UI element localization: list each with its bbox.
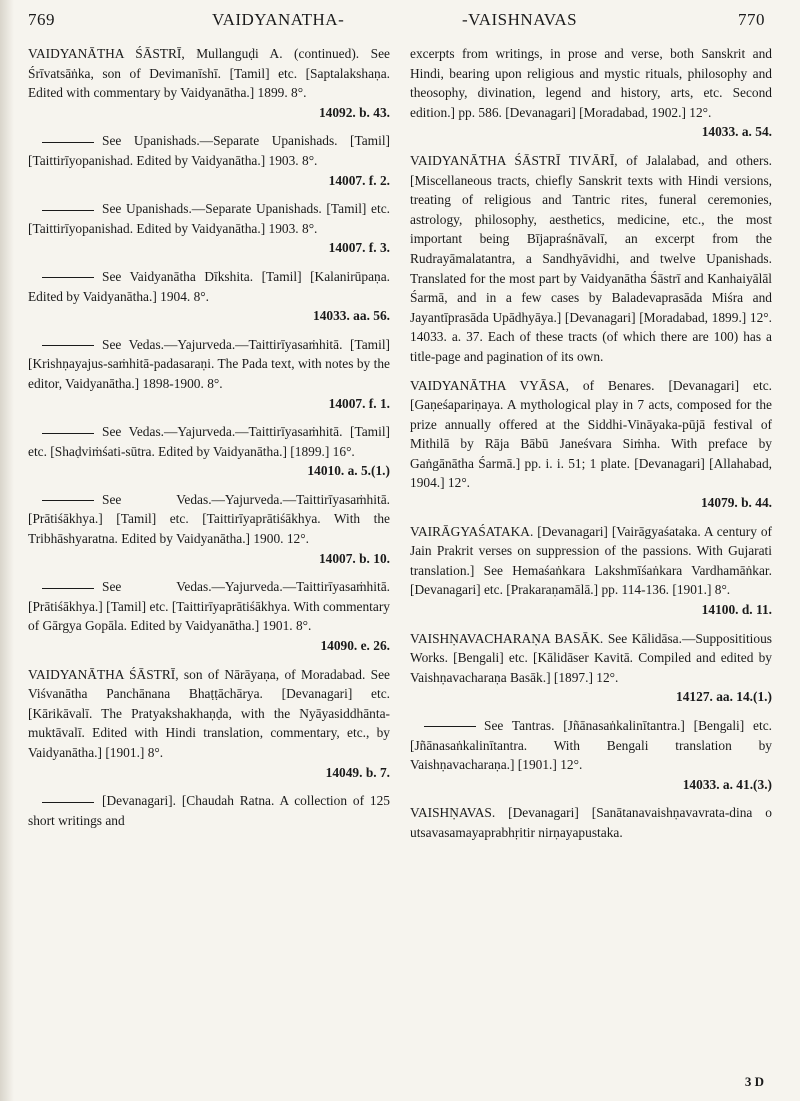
- catalogue-entry: [410, 803, 772, 842]
- catalogue-entry: [410, 151, 772, 367]
- left-column: [28, 44, 390, 839]
- ditto-rule: [42, 802, 94, 803]
- catalogue-entry: [410, 522, 772, 620]
- catalogue-entry: [28, 267, 390, 326]
- entry-text: [Devanagari]. [Chaudah Ratna. A collection of 125 short writings and: [28, 793, 390, 828]
- entry-text: See Upanishads.—Separate Upanishads. [Tamil] etc. [Taittirīyopanishad. Edited by Vaidyanātha.] 1903. 8°.: [28, 201, 390, 236]
- shelfmark: 14007. b. 10.: [318, 550, 390, 566]
- right-running-title: -VAISHNAVAS: [462, 10, 578, 29]
- entry-text: See Upanishads.—Separate Upanishads. [Tamil] [Taittirīyopanishad. Edited by Vaidyanātha.] 1903. 8°.: [28, 133, 390, 168]
- catalogue-entry: [410, 716, 772, 794]
- entry-text: See Vedas.—Yajurveda.—Taittirīyasaṁhitā. [Prātiśākhya.] [Tamil] etc. [Taittirīyaprātiśākhya. With the Tribhāshyaratna. Edited by Vaidyanātha.] 1900. 12°.: [28, 491, 390, 547]
- ditto-rule: [42, 500, 94, 501]
- catalogue-entry: [28, 791, 390, 830]
- left-page-number: 769: [28, 10, 55, 29]
- right-page-number: 770: [738, 10, 765, 29]
- entry-text: See Vaidyanātha Dīkshita. [Tamil] [Kalanirūpaṇa. Edited by Vaidyanātha.] 1904. 8°.: [28, 268, 390, 304]
- entry-text: VAIDYANĀTHA ŚĀSTRĪ, son of Nārāyaṇa, of Moradabad. See Viśvanātha Panchānana Bhaṭṭāchārya. [Devanagari] etc. [Kārikāvalī. The Pratyakshakhaṇḍa, with the Nyāyasiddhānta-muktāvalī. Edited with Hindi translation, commentary, etc., by Vaidyanātha.] [1901.] 8°.: [28, 666, 390, 760]
- catalogue-entry: [410, 629, 772, 707]
- catalogue-entry: [410, 376, 772, 513]
- ditto-rule: [42, 142, 94, 143]
- catalogue-entry: [28, 131, 390, 190]
- shelfmark: 14033. a. 54.: [701, 124, 772, 140]
- left-running-title: VAIDYANATHA-: [212, 10, 345, 29]
- shelfmark: 14100. d. 11.: [701, 602, 772, 618]
- shelfmark: 14007. f. 3.: [328, 240, 390, 256]
- catalogue-entry: [28, 665, 390, 783]
- ditto-rule: [42, 588, 94, 589]
- entry-text: See Vedas.—Yajurveda.—Taittirīyasaṁhitā. [Tamil] [Krishṇayajus-saṁhitā-padasaraṇi. The Pada text, with notes by the editor, Vaidyanātha.] 1898-1900. 8°.: [28, 336, 390, 391]
- shelfmark: 14007. f. 1.: [328, 395, 390, 411]
- entry-text: VAIDYANĀTHA ŚĀSTRĪ TIVĀRĪ, of Jalalabad, and others. [Miscellaneous tracts, chiefly Sanskrit texts with Hindi versions, treating of religious and Tantric rites, funeral ceremonies, astrology, philosophy, aesthetics, medicine, etc., the most important being Bījapraśnāvalī, an excerpt from the Rudrayāmalatantra, a Sandhyāvidhi, and twelve Upanishads. Translated for the most part by Vaidyanātha Śāstrī and Kanhaiyālāl Śarmā, and in a few cases by Baladevaprasāda Miśra and Jayantīprasāda Upādhyāya.] [Devanagari] [Moradabad, 1899.] 12°. 14033. a. 37. Each of these tracts (of which there are 100) has a title-page and pagination of its own.: [410, 152, 772, 364]
- entry-text: VAIRĀGYAŚATAKA. [Devanagari] [Vairāgyaśataka. A century of Jain Prakrit verses on suppression of the passions. With Gujarati translation.] See Hemaśaṅkara Lakshmīśaṅkara Vardhamāṅkar. [Devanagari] etc. [Prakaraṇamālā.] pp. 114-136. [1901.] 8°.: [410, 523, 772, 598]
- ditto-rule: [42, 210, 94, 211]
- entry-text: VAISHṆAVAS. [Devanagari] [Sanātanavaishṇavavrata-dina o utsavasamayaprabhṛitir nirṇayapustaka.: [410, 805, 772, 840]
- running-header: [0, 10, 800, 36]
- entry-text: VAIDYANĀTHA ŚĀSTRĪ, Mullanguḍi A. (continued). See Śrīvatsāṅka, son of Devimanīshī. [Tamil] etc. [Saptalakshaṇa. Edited with commentary by Vaidyanātha.] 1899. 8°.: [28, 46, 390, 101]
- catalogue-entry: [28, 490, 390, 568]
- ditto-rule: [42, 277, 94, 278]
- shelfmark: 14092. b. 43.: [318, 104, 390, 120]
- entry-text: excerpts from writings, in prose and verse, both Sanskrit and Hindi, bearing upon religious and mystic rituals, philosophy and theosophy, divination, legend and history, arts, etc. Second edition.] pp. 586. [Devanagari] [Moradabad, 1902.] 12°.: [410, 46, 772, 120]
- catalogue-entry: [28, 422, 390, 481]
- shelfmark: 14033. a. 41.(3.): [682, 776, 772, 792]
- shelfmark: 14007. f. 2.: [328, 172, 390, 188]
- shelfmark: 14079. b. 44.: [700, 495, 772, 511]
- ditto-rule: [424, 726, 476, 727]
- page-binding-edge: [0, 0, 14, 1101]
- shelfmark: 14010. a. 5.(1.): [307, 463, 390, 479]
- signature-mark: 3 D: [744, 1074, 764, 1089]
- entry-text: See Tantras. [Jñānasaṅkalinītantra.] [Bengali] etc. [Jñānasaṅkalinītantra. With Bengali translation by Vaishṇavacharaṇa.] [1901.] 12°.: [410, 718, 772, 773]
- right-column: [410, 44, 772, 852]
- shelfmark: 14090. e. 26.: [320, 638, 390, 654]
- entry-text: See Vedas.—Yajurveda.—Taittirīyasaṁhitā. [Prātiśākhya.] [Tamil] etc. [Taittirīyaprātiśākhya. With commentary of Gārgya Gopāla. Edited by Vaidyanātha.] 1901. 8°.: [28, 579, 390, 634]
- catalogue-entry: [28, 577, 390, 655]
- shelfmark: 14033. aa. 56.: [313, 308, 390, 324]
- catalogue-entry: [28, 335, 390, 413]
- catalogue-entry: [410, 44, 772, 142]
- entry-text: VAISHṆAVACHARAṆA BASĀK. See Kālidāsa.—Supposititious Works. [Bengali] etc. [Kālidāser Kavitā. Compiled and edited by Vaishṇavacharaṇa Basāk.] [1897.] 12°.: [410, 630, 772, 685]
- entry-text: VAIDYANĀTHA VYĀSA, of Benares. [Devanagari] etc. [Gaṇeśapariṇaya. A mythological play in 7 acts, composed for the prize annually offered at the Siddhi-Vināyaka-pūjā festival of Mithilā by Rāja Bābū Janeśvara Siṁha. With preface by Gaṅgānātha Śarmā.] pp. i. i. 51; 1 plate. [Devanagari] [Allahabad, 1904.] 12°.: [410, 377, 772, 491]
- entry-text: See Vedas.—Yajurveda.—Taittirīyasaṁhitā. [Tamil] etc. [Shaḍviṁśati-sūtra. Edited by Vaidyanātha.] [1899.] 16°.: [28, 424, 390, 459]
- catalogue-entry: [28, 199, 390, 258]
- catalogue-entry: [28, 44, 390, 122]
- shelfmark: 14127. aa. 14.(1.): [676, 689, 772, 705]
- ditto-rule: [42, 433, 94, 434]
- ditto-rule: [42, 345, 94, 346]
- shelfmark: 14049. b. 7.: [325, 764, 390, 780]
